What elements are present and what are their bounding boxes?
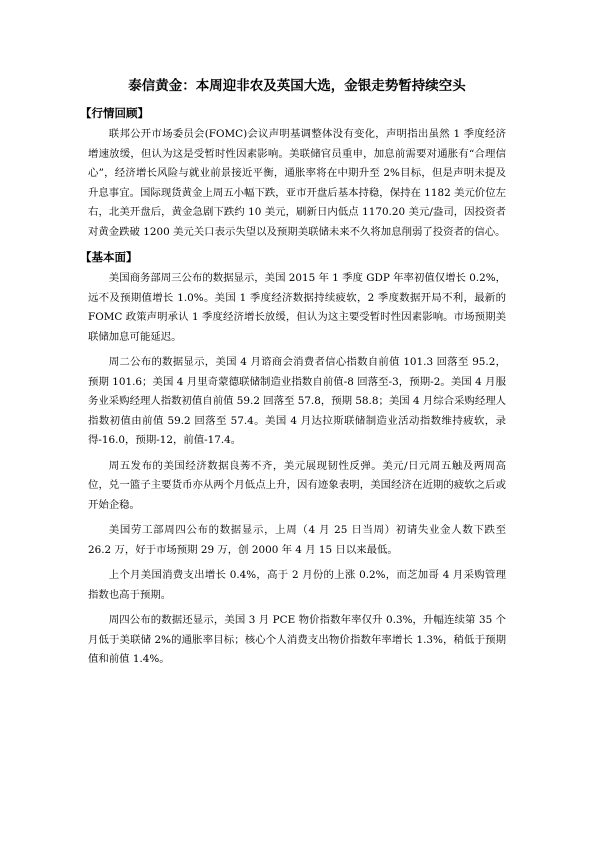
document-page — [80, 72, 506, 673]
paragraph: 上个月美国消费支出增长 0.4%，高于 2 月份的上涨 0.2%，而芝加哥 4 月采购管理指数也高于预期。 — [88, 569, 506, 601]
paragraph: 周四公布的数据还显示，美国 3 月 PCE 物价指数年率仅升 0.3%，升幅连续第 35 个月低于美联储 2%的通胀率目标；核心个人消费支出物价指数年率增长 1.3%，稍低于预期值和前值 1.4%。 — [88, 614, 506, 665]
section-market-review — [80, 104, 506, 242]
paragraph: 周二公布的数据显示，美国 4 月谘商会消费者信心指数自前值 101.3 回落至 95.2，预期 101.6；美国 4 月里奇蒙德联储制造业指数自前值-8 回落至-3，预期-2。美国 4 月服务业采购经理人指数初值自前值 59.2 回落至 57.8，预期 58.8；美国 4 月综合采购经理人指数初值由前值 59.2 回落至 57.4。美国 4 月达拉斯联储制造业活动指数维持疲软，录得-16.0，预期-12，前值-17.4。 — [88, 356, 506, 446]
paragraph: 美国商务部周三公布的数据显示，美国 2015 年 1 季度 GDP 年率初值仅增长 0.2%，远不及预期值增长 1.0%。美国 1 季度经济数据持续疲软，2 季度数据开局不利，最新的 FOMC 政策声明承认 1 季度经济增长放缓，但认为这主要受暂时性因素影响。市场预期美联储加息可能延迟。 — [88, 272, 506, 343]
paragraph: 美国劳工部周四公布的数据显示，上周（4 月 25 日当周）初请失业金人数下跌至 26.2 万，好于市场预期 29 万，创 2000 年 4 月 15 日以来最低。 — [88, 524, 506, 556]
section-fundamentals — [80, 248, 506, 670]
paragraph: 周五发布的美国经济数据良莠不齐，美元展现韧性反弹。美元/日元周五触及两周高位，兑一篮子主要货币亦从两个月低点上升，因有迹象表明，美国经济在近期的疲软之后或开始企稳。 — [88, 459, 506, 511]
document-title: 泰信黄金：本周迎非农及英国大选，金银走势暂持续空头 — [128, 78, 466, 94]
section-heading-market-review: 【行情回顾】 — [80, 106, 149, 120]
paragraph: 联邦公开市场委员会(FOMC)会议声明基调整体没有变化，声明指出虽然 1 季度经济增速放缓，但认为这是受暂时性因素影响。美联储官员重申，加息前需要对通胀有“合理信心”，经济增长风险与就业前景接近平衡，通胀率将在中期升至 2%目标，但是声明未提及升息事宜。国际现货黄金上周五小幅下跌，亚市开盘后基本持稳，保持在 1182 美元价位左右，北美开盘后，黄金急剧下跌约 10 美元，刷新日内低点 1170.20 美元/盎司，因投资者对黄金跌破 1200 美元关口表示失望以及预期美联储未来不久将加息削弱了投资者的信心。 — [88, 128, 506, 238]
section-heading-fundamentals: 【基本面】 — [80, 250, 138, 264]
